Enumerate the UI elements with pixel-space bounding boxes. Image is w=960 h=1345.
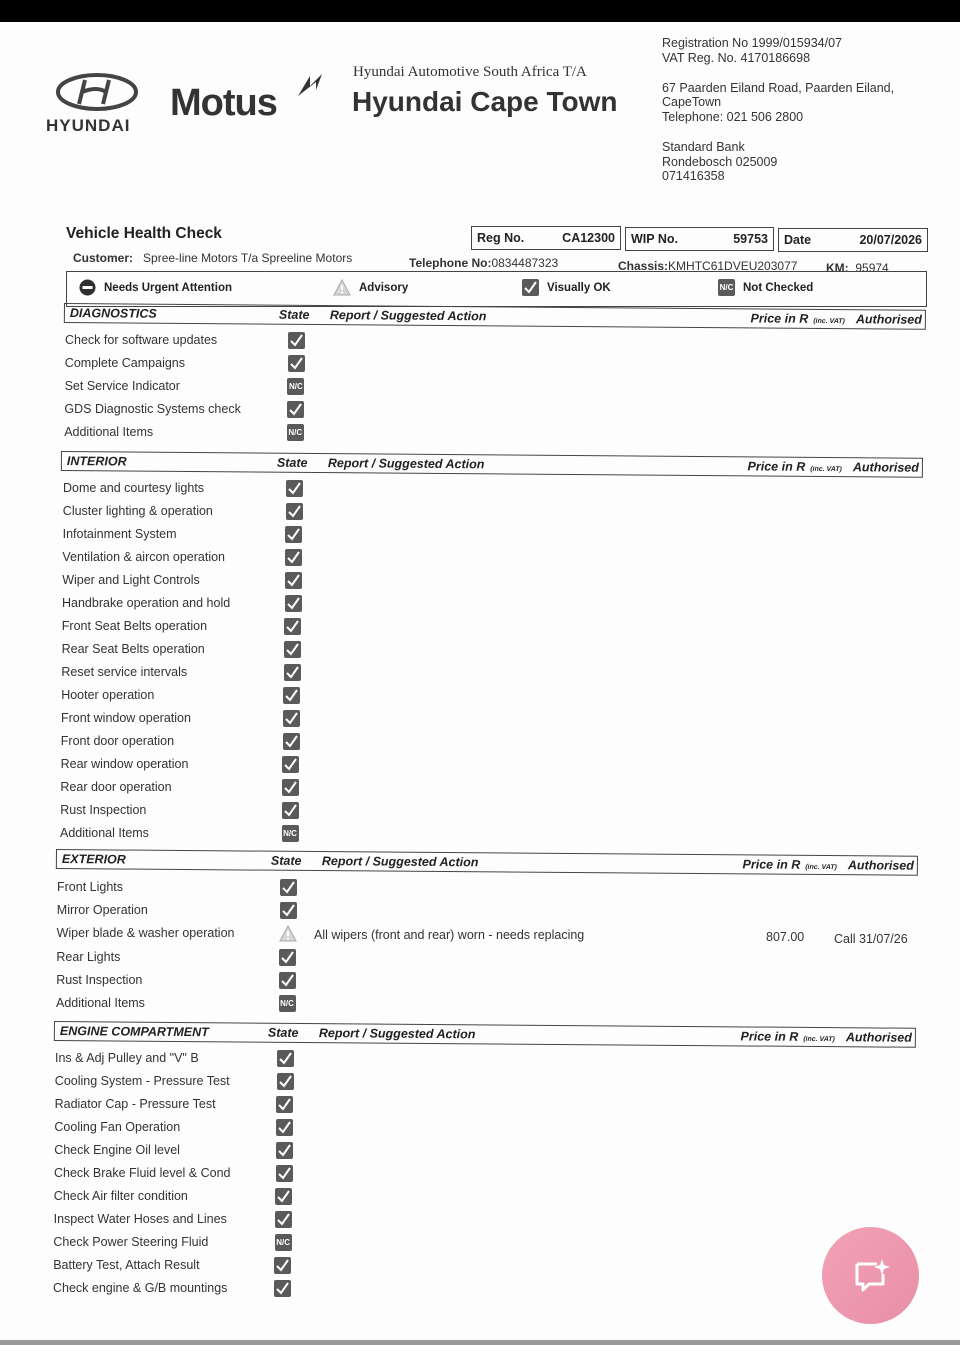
checkbox-checked-icon bbox=[283, 710, 300, 727]
checkbox-checked-icon bbox=[280, 879, 297, 896]
motus-chevron-icon bbox=[296, 72, 326, 98]
not-checked-icon: N/C bbox=[718, 279, 735, 296]
price-column-header bbox=[743, 857, 837, 872]
checkbox-checked-icon bbox=[274, 1257, 291, 1274]
motus-logo: Motus bbox=[170, 82, 277, 124]
date-label: Date bbox=[784, 233, 812, 247]
report-column-header: Report / Suggested Action bbox=[318, 1026, 476, 1042]
checkbox-checked-icon bbox=[285, 526, 302, 543]
authorised-column-header: Authorised bbox=[845, 1030, 912, 1045]
checkbox-checked-icon bbox=[284, 618, 301, 635]
not-checked-icon bbox=[287, 424, 304, 441]
date-box bbox=[778, 228, 928, 252]
page-bottom-edge bbox=[0, 1340, 960, 1345]
check-item-label: Handbrake operation and hold bbox=[62, 596, 231, 610]
legend-advisory-label: Advisory bbox=[359, 281, 409, 294]
date-value: 20/07/2026 bbox=[859, 233, 922, 247]
state-column-header: State bbox=[267, 1025, 299, 1040]
check-item-label: Ventilation & aircon operation bbox=[62, 550, 226, 564]
check-item-label: Complete Campaigns bbox=[64, 356, 185, 370]
checkbox-checked-icon bbox=[288, 332, 305, 349]
checkbox-checked-icon bbox=[280, 902, 297, 919]
chassis-label: Chassis: bbox=[618, 259, 669, 273]
legend-advisory bbox=[333, 279, 408, 296]
bank-branch: Rondebosch 025009 bbox=[662, 155, 778, 169]
checkbox-checked-icon bbox=[275, 1211, 292, 1228]
legend-urgent bbox=[79, 279, 232, 296]
checkbox-checked-icon bbox=[276, 1142, 293, 1159]
vat-note: (inc. VAT) bbox=[810, 465, 842, 474]
diagnostics-section-title: DIAGNOSTICS bbox=[69, 306, 157, 321]
status-legend bbox=[66, 271, 927, 307]
bank-account: 071416358 bbox=[662, 169, 725, 183]
authorised-column-header: Authorised bbox=[852, 460, 919, 475]
check-item-label: Check engine & G/B mountings bbox=[53, 1281, 228, 1295]
not-checked-badge: N/C bbox=[287, 424, 304, 441]
checkbox-checked-icon bbox=[286, 503, 303, 520]
check-item-label: Check for software updates bbox=[65, 333, 218, 347]
check-item-label: Rear Seat Belts operation bbox=[61, 642, 205, 656]
address-line-2: CapeTown bbox=[662, 95, 722, 109]
check-item-label: Reset service intervals bbox=[61, 665, 188, 679]
price-column-header bbox=[741, 1029, 835, 1044]
not-checked-badge: N/C bbox=[282, 825, 299, 842]
check-item-label: Front Seat Belts operation bbox=[61, 619, 208, 633]
authorised-value: Call 31/07/26 bbox=[834, 932, 908, 947]
vat-note: (inc. VAT) bbox=[813, 317, 845, 326]
authorised-column-header: Authorised bbox=[847, 858, 914, 873]
check-item-label: Front door operation bbox=[60, 734, 175, 748]
vat-note: (inc. VAT) bbox=[805, 863, 837, 872]
km-label: KM: bbox=[826, 261, 849, 275]
check-item-label: Mirror Operation bbox=[56, 903, 148, 918]
price-label: Price in R bbox=[750, 311, 809, 326]
address-line-1: 67 Paarden Eiland Road, Paarden Eiland, bbox=[662, 81, 895, 95]
exterior-section-title: EXTERIOR bbox=[61, 852, 126, 867]
state-column-header: State bbox=[276, 455, 308, 470]
check-item-label: Check Air filter condition bbox=[53, 1189, 188, 1203]
bank-name: Standard Bank bbox=[662, 140, 745, 154]
report-text: All wipers (front and rear) worn - needs replacing bbox=[314, 928, 585, 943]
checkbox-checked-icon bbox=[285, 549, 302, 566]
not-checked-icon bbox=[279, 995, 296, 1012]
state-column-header: State bbox=[278, 307, 310, 322]
check-item-label: Rust Inspection bbox=[56, 972, 143, 987]
check-item-label: Infotainment System bbox=[62, 527, 177, 541]
price-label: Price in R bbox=[747, 459, 806, 474]
checkbox-checked-icon bbox=[277, 1073, 294, 1090]
checkbox-checked-icon bbox=[285, 572, 302, 589]
checkbox-checked-icon bbox=[285, 595, 302, 612]
checkbox-checked-icon bbox=[276, 1096, 293, 1113]
interior-section-title: INTERIOR bbox=[66, 454, 127, 469]
checkbox-checked-icon bbox=[288, 355, 305, 372]
reg-no-value: CA12300 bbox=[562, 231, 615, 245]
check-item-label: Hooter operation bbox=[61, 688, 155, 702]
not-checked-badge: N/C bbox=[287, 378, 304, 395]
wip-no-box bbox=[625, 227, 774, 251]
checkbox-checked-icon bbox=[275, 1188, 292, 1205]
telephone-value: 0834487323 bbox=[491, 256, 559, 270]
not-checked-badge: N/C bbox=[279, 995, 296, 1012]
report-column-header: Report / Suggested Action bbox=[327, 456, 485, 472]
company-name: Hyundai Cape Town bbox=[352, 86, 618, 117]
checkbox-checked-icon bbox=[283, 733, 300, 750]
state-column-header: State bbox=[270, 853, 302, 868]
reg-no-box bbox=[471, 226, 621, 250]
vat-note: (inc. VAT) bbox=[803, 1035, 835, 1044]
wip-no-label: WIP No. bbox=[631, 232, 678, 246]
warning-triangle-icon bbox=[279, 925, 296, 942]
hyundai-wordmark: HYUNDAI bbox=[46, 116, 131, 135]
checkbox-checked-icon bbox=[277, 1050, 294, 1067]
check-item-label: Rear window operation bbox=[60, 757, 189, 771]
telephone-info bbox=[409, 256, 558, 270]
vat-number: VAT Reg. No. 4170186698 bbox=[662, 51, 811, 65]
no-entry-icon bbox=[79, 279, 96, 296]
price-value: 807.00 bbox=[766, 930, 805, 945]
check-item-label: Additional Items bbox=[64, 425, 154, 439]
not-checked-icon bbox=[275, 1234, 292, 1251]
check-item-label: Wiper and Light Controls bbox=[62, 573, 200, 587]
legend-urgent-label: Needs Urgent Attention bbox=[104, 281, 232, 294]
hyundai-logo-icon bbox=[55, 72, 139, 112]
check-item-label: Rear door operation bbox=[60, 780, 172, 794]
not-checked-icon bbox=[282, 825, 299, 842]
not-checked-icon bbox=[287, 378, 304, 395]
legend-not-checked bbox=[718, 279, 813, 296]
check-item-label: Rear Lights bbox=[56, 949, 121, 964]
price-column-header bbox=[751, 311, 845, 326]
checkbox-checked-icon bbox=[284, 664, 301, 681]
checkbox-checked-icon bbox=[276, 1165, 293, 1182]
checkbox-checked-icon bbox=[284, 641, 301, 658]
wip-no-value: 59753 bbox=[733, 232, 768, 246]
check-item-label: Radiator Cap - Pressure Test bbox=[54, 1097, 216, 1111]
check-item-label: Check Power Steering Fluid bbox=[53, 1235, 209, 1249]
legend-ok bbox=[522, 279, 611, 296]
legend-not-checked-label: Not Checked bbox=[743, 281, 814, 294]
checkbox-checked-icon bbox=[282, 802, 299, 819]
check-item-label: Battery Test, Attach Result bbox=[53, 1258, 200, 1272]
price-column-header bbox=[748, 459, 842, 474]
checkbox-checked-icon bbox=[279, 949, 296, 966]
page-title: Vehicle Health Check bbox=[66, 225, 222, 242]
report-column-header: Report / Suggested Action bbox=[321, 854, 479, 870]
chassis-value: KMHTC61DVEU203077 bbox=[668, 259, 798, 273]
reg-no-label: Reg No. bbox=[477, 231, 525, 245]
check-item-label: Front Lights bbox=[57, 880, 124, 894]
checkbox-checked-icon bbox=[522, 279, 539, 296]
check-item-label: Set Service Indicator bbox=[64, 379, 180, 393]
check-item-label: Additional Items bbox=[60, 826, 149, 840]
registration-number: Registration No 1999/015934/07 bbox=[662, 36, 842, 50]
check-item-label: Ins & Adj Pulley and "V" B bbox=[55, 1051, 199, 1065]
checkbox-checked-icon bbox=[274, 1280, 291, 1297]
check-item-label: Dome and courtesy lights bbox=[63, 481, 205, 495]
price-label: Price in R bbox=[740, 1029, 799, 1044]
check-item-label: Check Engine Oil level bbox=[54, 1143, 180, 1157]
feedback-fab-button[interactable] bbox=[822, 1227, 919, 1324]
not-checked-badge: N/C bbox=[275, 1234, 292, 1251]
check-item-label: Inspect Water Hoses and Lines bbox=[53, 1212, 227, 1226]
checkbox-checked-icon bbox=[276, 1119, 293, 1136]
company-telephone: Telephone: 021 506 2800 bbox=[662, 110, 804, 124]
chat-sparkle-icon bbox=[851, 1256, 891, 1296]
check-item-label: Wiper blade & washer operation bbox=[56, 926, 235, 941]
authorised-column-header: Authorised bbox=[855, 312, 922, 327]
customer-info bbox=[73, 251, 352, 265]
check-item-label: Rust Inspection bbox=[60, 803, 147, 817]
checkbox-checked-icon bbox=[282, 756, 299, 773]
legend-ok-label: Visually OK bbox=[547, 281, 611, 294]
customer-value: Spree-line Motors T/a Spreeline Motors bbox=[143, 251, 353, 265]
company-trading-as: Hyundai Automotive South Africa T/A bbox=[353, 64, 587, 80]
telephone-label: Telephone No: bbox=[409, 256, 492, 270]
check-item-label: Cluster lighting & operation bbox=[62, 504, 213, 518]
price-label: Price in R bbox=[742, 857, 801, 872]
check-item-label: Cooling Fan Operation bbox=[54, 1120, 181, 1134]
checkbox-checked-icon bbox=[286, 480, 303, 497]
checkbox-checked-icon bbox=[283, 687, 300, 704]
checkbox-checked-icon bbox=[279, 972, 296, 989]
customer-label: Customer: bbox=[73, 251, 134, 265]
top-black-bar bbox=[0, 0, 960, 22]
check-item-label: GDS Diagnostic Systems check bbox=[64, 402, 241, 416]
report-column-header: Report / Suggested Action bbox=[329, 308, 487, 324]
km-value: 95974 bbox=[855, 261, 889, 275]
warning-triangle-icon bbox=[333, 279, 351, 296]
engine-section-title: ENGINE COMPARTMENT bbox=[59, 1024, 209, 1040]
check-item-label: Additional Items bbox=[56, 996, 145, 1010]
check-item-label: Cooling System - Pressure Test bbox=[54, 1074, 230, 1088]
checkbox-checked-icon bbox=[282, 779, 299, 796]
check-item-label: Check Brake Fluid level & Cond bbox=[54, 1166, 231, 1180]
check-item-label: Front window operation bbox=[61, 711, 191, 725]
checkbox-checked-icon bbox=[287, 401, 304, 418]
